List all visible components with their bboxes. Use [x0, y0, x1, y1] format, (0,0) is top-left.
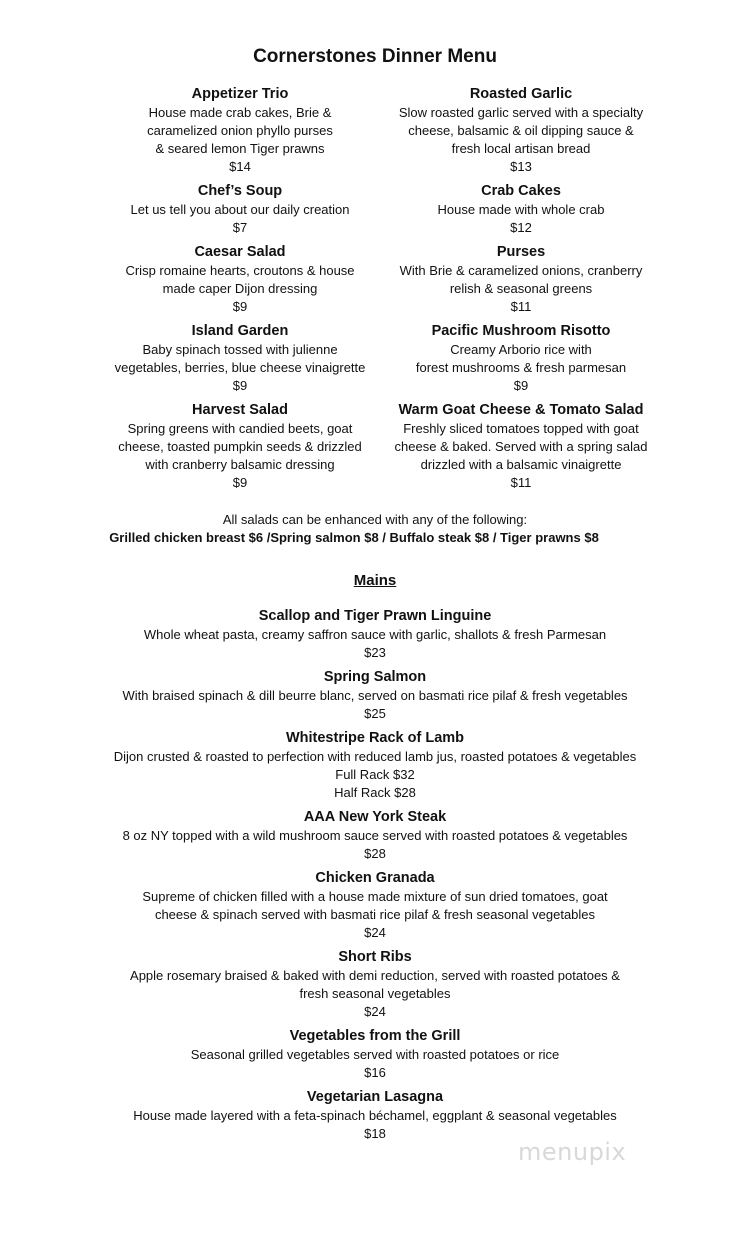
menu-item-description: cheese & spinach served with basmati rice pilaf & fresh seasonal vegetables [154, 907, 596, 922]
menu-item-description: With braised spinach & dill beurre blanc, served on basmati rice pilaf & fresh vegetables [122, 688, 628, 703]
salad-note-intro: All salads can be enhanced with any of the following: [222, 512, 528, 527]
menu-item-price: $18 [364, 1126, 386, 1141]
menu-item-price: $24 [364, 1004, 386, 1019]
menu-item-description: drizzled with a balsamic vinaigrette [420, 457, 622, 472]
menu-item-description: relish & seasonal greens [449, 281, 593, 296]
menu-item-price: $9 [232, 475, 248, 490]
menu-item [371, 181, 671, 237]
menu-item-description: cheese & baked. Served with a spring salad [394, 439, 648, 454]
menu-item-price: $9 [232, 299, 248, 314]
menu-item-description: & seared lemon Tiger prawns [155, 141, 325, 156]
menu-item [30, 667, 720, 723]
appetizer-column-right [371, 84, 671, 497]
menu-item-name: Chef’s Soup [197, 183, 283, 199]
menu-item [90, 84, 390, 176]
menu-item-name: Roasted Garlic [469, 86, 573, 102]
menu-item-price: $12 [510, 220, 532, 235]
menu-item-description: Whole wheat pasta, creamy saffron sauce with garlic, shallots & fresh Parmesan [143, 627, 607, 642]
menu-item-description: caramelized onion phyllo purses [147, 123, 333, 138]
appetizer-column-left [90, 84, 390, 497]
menu-item-description: Supreme of chicken filled with a house made mixture of sun dried tomatoes, goat [142, 889, 608, 904]
menu-item-price: $24 [364, 925, 386, 940]
menu-item-name: Pacific Mushroom Risotto [431, 323, 611, 339]
menu-item-name: Scallop and Tiger Prawn Linguine [258, 608, 492, 624]
menu-item-description: Freshly sliced tomatoes topped with goat [403, 421, 639, 436]
menu-item [90, 400, 390, 492]
menu-item-description: Creamy Arborio rice with [450, 342, 592, 357]
menu-item [30, 1087, 720, 1143]
menu-item-price: $9 [513, 378, 529, 393]
menu-item-description: 8 oz NY topped with a wild mushroom sauce served with roasted potatoes & vegetables [122, 828, 628, 843]
menu-item [30, 728, 720, 802]
menu-item-price: $11 [510, 475, 532, 490]
menu-item [90, 321, 390, 395]
menu-item [30, 1026, 720, 1082]
menu-item-name: Chicken Granada [315, 870, 435, 886]
menu-item-description: House made with whole crab [437, 202, 605, 217]
salad-enhancement-note [0, 511, 750, 547]
menu-item [371, 242, 671, 316]
menu-item-description: Seasonal grilled vegetables served with roasted potatoes or rice [190, 1047, 560, 1062]
menu-title: Cornerstones Dinner Menu [253, 46, 497, 67]
menu-item-price: $25 [364, 706, 386, 721]
menu-item-description: cheese, balsamic & oil dipping sauce & [408, 123, 634, 138]
watermark-logo: menupix [518, 1138, 627, 1166]
menu-item-description: made caper Dijon dressing [162, 281, 318, 296]
menu-item [90, 181, 390, 237]
menu-item-price: Full Rack $32 [335, 767, 415, 782]
menu-item [371, 321, 671, 395]
menu-item-name: Island Garden [191, 323, 289, 339]
menu-item-price: $14 [229, 159, 251, 174]
menu-item-description: With Brie & caramelized onions, cranberry [399, 263, 643, 278]
menu-item-price: $9 [232, 378, 248, 393]
menu-item-description: Slow roasted garlic served with a specialty [398, 105, 644, 120]
menu-item-name: Appetizer Trio [191, 86, 289, 102]
menu-item [30, 947, 720, 1021]
menu-item-price: $16 [364, 1065, 386, 1080]
menu-item-price: $28 [364, 846, 386, 861]
menu-item-description: cheese, toasted pumpkin seeds & drizzled [118, 439, 362, 454]
menu-item-name: Warm Goat Cheese & Tomato Salad [398, 402, 644, 418]
menu-item-description: House made crab cakes, Brie & [148, 105, 332, 120]
menu-item [90, 242, 390, 316]
menu-item-description: Dijon crusted & roasted to perfection with reduced lamb jus, roasted potatoes & vegetables [113, 749, 637, 764]
menu-item-price: $11 [510, 299, 532, 314]
menu-item-description: Apple rosemary braised & baked with demi reduction, served with roasted potatoes & [130, 968, 620, 983]
menu-item-description: Let us tell you about our daily creation [130, 202, 350, 217]
salad-note-extras: Grilled chicken breast $6 /Spring salmon $8 / Buffalo steak $8 / Tiger prawns $8 [109, 530, 599, 545]
menu-item-description: fresh local artisan bread [451, 141, 591, 156]
menu-item-description: vegetables, berries, blue cheese vinaigrette [114, 360, 366, 375]
menu-item-name: Vegetarian Lasagna [306, 1089, 444, 1105]
menu-item [30, 606, 720, 662]
mains-list [30, 606, 720, 1148]
menu-item [30, 868, 720, 942]
menu-item [371, 84, 671, 176]
menu-item-price: $13 [510, 159, 532, 174]
menu-item-name: Caesar Salad [194, 244, 286, 260]
menu-item [30, 807, 720, 863]
menu-item-name: Vegetables from the Grill [289, 1028, 461, 1044]
menu-item-price: $23 [364, 645, 386, 660]
menu-item-description: House made layered with a feta-spinach béchamel, eggplant & seasonal vegetables [133, 1108, 617, 1123]
menu-item-description: fresh seasonal vegetables [299, 986, 451, 1001]
menu-item-description: with cranberry balsamic dressing [145, 457, 335, 472]
menu-item-price: $7 [232, 220, 248, 235]
menu-item-name: Harvest Salad [192, 402, 288, 418]
menu-item-description: Crisp romaine hearts, croutons & house [125, 263, 355, 278]
menu-item-description: Spring greens with candied beets, goat [127, 421, 353, 436]
menu-item-name: Short Ribs [338, 949, 412, 965]
menu-item-name: Crab Cakes [481, 183, 561, 199]
menu-item-name: AAA New York Steak [303, 809, 447, 825]
menu-item [371, 400, 671, 492]
menu-item-name: Spring Salmon [323, 669, 427, 685]
menu-item-name: Whitestripe Rack of Lamb [285, 730, 465, 746]
menu-item-description: forest mushrooms & fresh parmesan [415, 360, 627, 375]
menu-item-name: Purses [496, 244, 546, 260]
mains-heading: Mains [353, 572, 397, 589]
menu-item-price: Half Rack $28 [334, 785, 416, 800]
menu-item-description: Baby spinach tossed with julienne [142, 342, 338, 357]
